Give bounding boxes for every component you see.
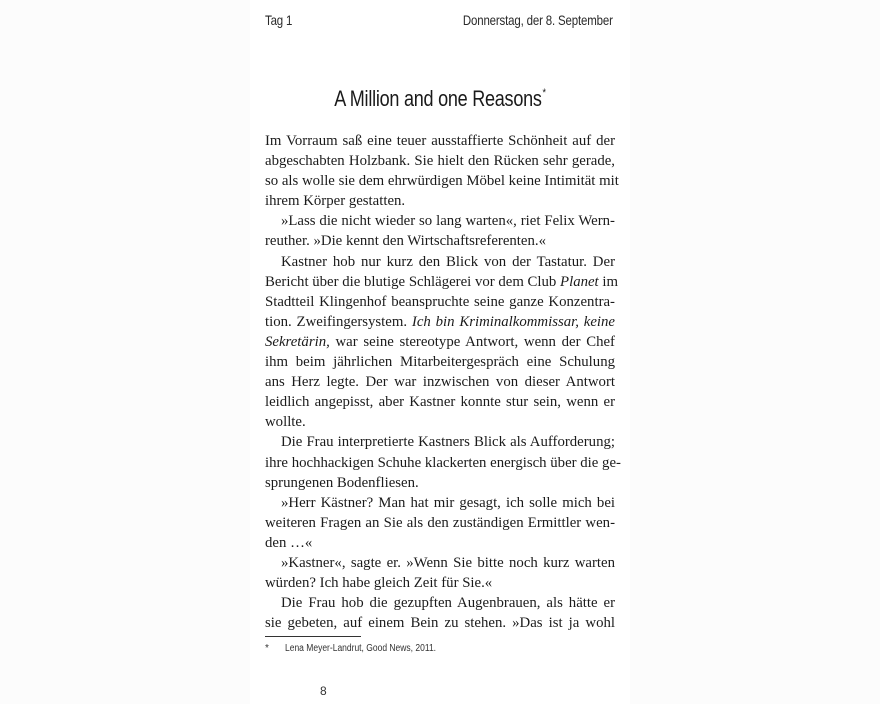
left-margin	[0, 0, 250, 704]
text-segment: sie gebeten, auf einem Bein zu stehen. »Das ist ja wohl	[265, 615, 615, 632]
text-segment: war seine stereotype Antwort, wenn der Chef	[329, 333, 615, 350]
page-number: 8	[320, 684, 327, 698]
text-line	[265, 473, 615, 493]
text-segment: abgeschabten Holzbank. Sie hielt den Rücken sehr gerade,	[265, 153, 615, 170]
text-segment: im	[598, 273, 619, 290]
text-segment: ihm beim jährlichen Mitarbeitergespräch eine Schulung	[265, 354, 615, 371]
text-segment: Stadtteil Klingenhof beanspruchte seine ganze Konzentra-	[265, 293, 615, 310]
text-line	[265, 372, 615, 392]
text-segment: »Herr Kästner? Man hat mir gesagt, ich solle mich bei	[281, 494, 615, 511]
text-line	[265, 493, 615, 513]
text-segment: Die Frau hob die gezupften Augenbrauen, als hätte er	[281, 595, 615, 612]
running-header-chapter: Tag 1	[265, 12, 293, 28]
text-segment: tion. Zweifingersystem.	[265, 313, 412, 330]
italic-text: Sekretärin,	[265, 333, 330, 350]
chapter-title-text: A Million and one Reasons	[334, 86, 542, 111]
text-segment: ihrem Körper gestatten.	[265, 193, 406, 210]
footnote-text: Lena Meyer-Landrut, Good News, 2011.	[285, 643, 437, 654]
text-segment: Kastner hob nur kurz den Blick von der Tastatur. Der	[281, 253, 615, 270]
text-segment: weiteren Fragen an Sie als den zuständigen Ermittler wen-	[265, 514, 615, 531]
text-segment: ans Herz legte. Der war inzwischen von dieser Antwort	[265, 374, 615, 391]
text-segment: würden? Ich habe gleich Zeit für Sie.«	[265, 575, 493, 592]
text-segment: Bericht über die blutige Schlägerei vor dem Club	[265, 273, 561, 290]
text-line	[265, 352, 615, 372]
text-segment: so als wolle sie dem ehrwürdigen Möbel keine Intimität mit	[265, 173, 619, 190]
text-line	[265, 191, 615, 211]
text-segment: leidlich angepisst, aber Kastner konnte stur sein, wenn er	[265, 394, 615, 411]
text-segment: »Lass die nicht wieder so lang warten«, riet Felix Wern-	[281, 213, 615, 230]
text-line	[265, 613, 615, 633]
text-line	[265, 231, 615, 251]
text-line	[265, 533, 615, 553]
text-line	[265, 252, 615, 272]
text-line	[265, 453, 621, 473]
text-line	[265, 171, 619, 191]
footnote-marker: *	[265, 643, 269, 654]
chapter-title	[265, 86, 615, 112]
text-segment: »Kastner«, sagte er. »Wenn Sie bitte noch kurz warten	[281, 554, 615, 571]
text-line	[265, 553, 615, 573]
body-text	[265, 131, 621, 633]
text-line	[265, 292, 615, 312]
running-header-date: Donnerstag, der 8. September	[463, 12, 613, 28]
footnote	[265, 643, 463, 654]
footnote-rule	[265, 636, 361, 637]
text-line	[265, 432, 615, 452]
footnote-reference: *	[542, 87, 546, 99]
text-segment: sprungenen Bodenfliesen.	[265, 474, 419, 491]
text-line	[265, 573, 615, 593]
text-line	[265, 211, 615, 231]
text-segment: reuther. »Die kennt den Wirtschaftsreferenten.«	[265, 233, 546, 250]
text-line	[265, 151, 615, 171]
text-line	[265, 272, 619, 292]
text-line	[265, 513, 615, 533]
italic-text: Ich bin Kriminalkommissar, keine	[411, 313, 615, 330]
text-line	[265, 312, 615, 332]
text-line	[265, 593, 615, 613]
text-line	[265, 131, 615, 151]
text-line	[265, 412, 615, 432]
text-segment: wollte.	[265, 414, 306, 431]
text-segment: Im Vorraum saß eine teuer ausstaffierte Schönheit auf der	[265, 133, 615, 149]
text-line	[265, 392, 615, 412]
right-margin	[630, 0, 880, 704]
italic-text: Planet	[560, 273, 599, 290]
text-segment: ihre hochhackigen Schuhe klackerten energisch über die ge-	[265, 454, 621, 471]
text-line	[265, 332, 615, 352]
text-segment: Die Frau interpretierte Kastners Blick als Aufforderung;	[281, 434, 615, 451]
text-segment: den …«	[265, 534, 313, 551]
